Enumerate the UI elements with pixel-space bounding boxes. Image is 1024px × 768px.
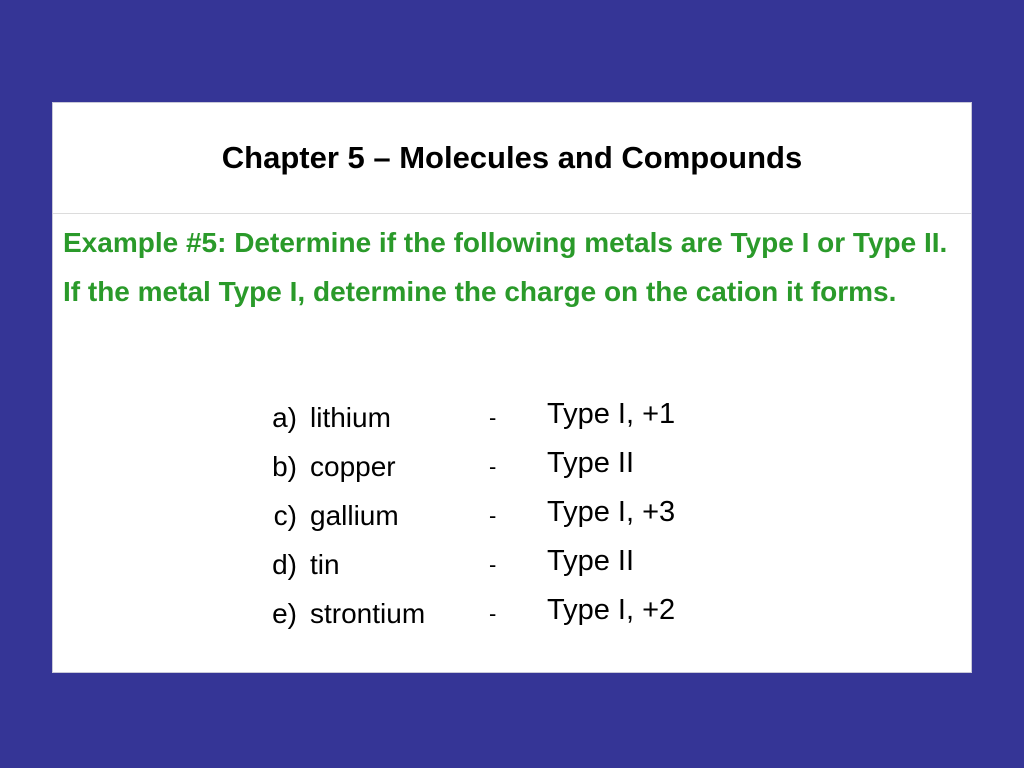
answer-dash: -: [489, 601, 497, 626]
answer-text: Type I, +1: [547, 398, 676, 430]
answer-text: Type I, +3: [547, 496, 676, 528]
example-prompt: Example #5: Determine if the following metals are Type I or Type II. If the metal Type I, determine the charge on the cation it forms.: [63, 227, 948, 307]
item-name: copper: [310, 451, 396, 482]
answer-dash: -: [489, 503, 497, 528]
answer-dash: -: [489, 454, 497, 479]
item-name: strontium: [310, 598, 426, 629]
item-name: tin: [310, 549, 340, 580]
answer-text: Type II: [547, 447, 635, 479]
slide-title: Chapter 5 – Molecules and Compounds: [221, 140, 803, 175]
title-bar: [53, 103, 971, 214]
answer-text: Type II: [547, 545, 635, 577]
answer-dash: -: [489, 552, 497, 577]
item-name: gallium: [310, 500, 399, 531]
answer-dash: -: [489, 405, 497, 430]
item-name: lithium: [310, 402, 391, 433]
answer-text: Type I, +2: [547, 594, 676, 626]
slide-panel: Chapter 5 – Molecules and Compounds Example #5: Determine if the following metals are Type I or Type II. If the metal Type I, determine the charge on the cation it forms. a) lithium - Type I, +1 b) copper - Type II c) gallium - Type I, +3 d) tin - Type II e) strontium - Type I, +2: [52, 102, 972, 673]
